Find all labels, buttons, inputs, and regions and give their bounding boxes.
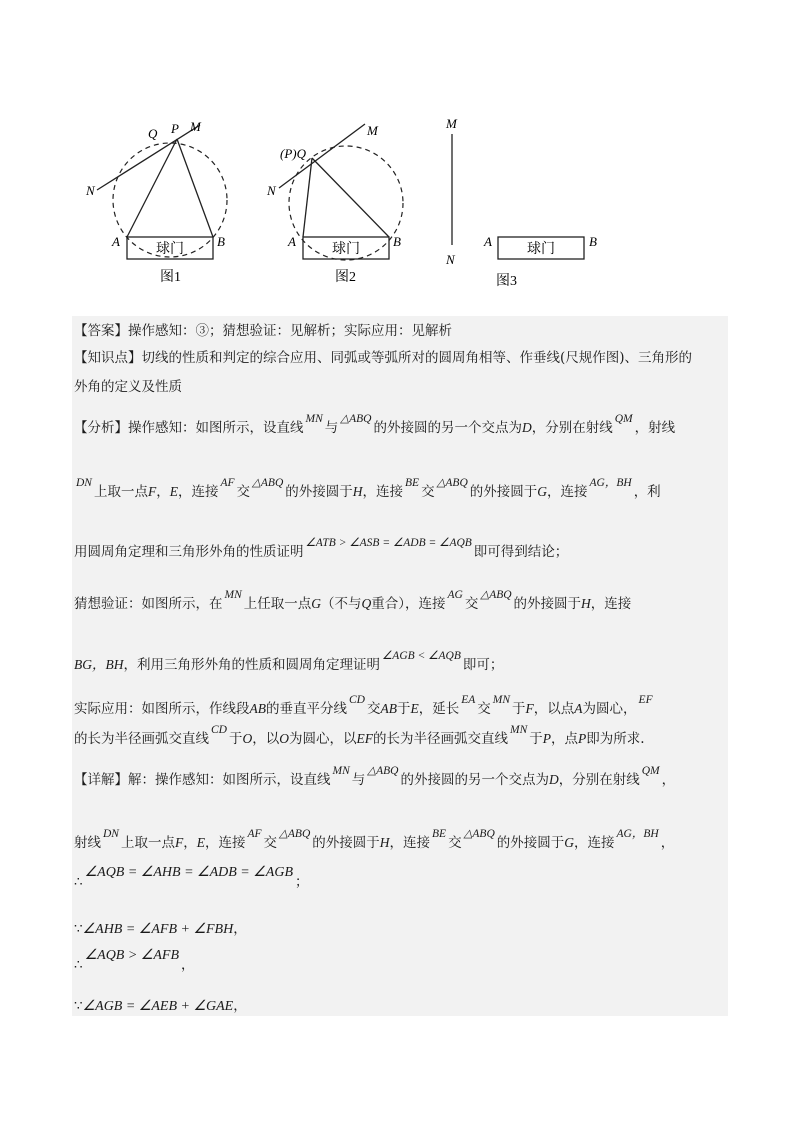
math-term: △ABQ bbox=[279, 828, 311, 840]
analysis-text: ，连接 bbox=[177, 484, 219, 500]
analysis-text: ，以 bbox=[252, 731, 280, 747]
analysis-text: 重合），连接 bbox=[371, 596, 446, 612]
analysis-text: 的长为半径画弧交直线 bbox=[372, 731, 508, 747]
math-term: QM bbox=[641, 765, 660, 777]
detail-text: 的外接圆于 bbox=[496, 835, 565, 851]
fig3-label-a: A bbox=[484, 234, 492, 249]
detail-text: 射线 bbox=[74, 835, 101, 851]
math-var: AB bbox=[249, 701, 266, 716]
fig2-label-pq: (P)Q bbox=[280, 146, 306, 161]
analysis-text: 即可得到结论； bbox=[473, 544, 569, 560]
analysis-line-5 bbox=[74, 650, 504, 676]
analysis-text: ，连接 bbox=[590, 596, 632, 612]
detail-text: 交 bbox=[263, 835, 278, 851]
math-equation: ∠AQB > ∠AFB bbox=[84, 948, 180, 963]
math-term: AG bbox=[447, 589, 463, 601]
fig1-circumcircle bbox=[113, 143, 227, 257]
detail-text: 的外接圆于 bbox=[312, 835, 380, 851]
math-term: AG，BH bbox=[616, 828, 659, 840]
analysis-text: 【分析】操作感知：如图所示，设直线 bbox=[74, 420, 304, 436]
analysis-text: ，连接 bbox=[362, 484, 403, 500]
detail-text: ， bbox=[233, 998, 247, 1014]
detail-text: ，分别在射线 bbox=[558, 772, 640, 788]
analysis-line-7 bbox=[74, 724, 645, 750]
math-term: MN bbox=[305, 413, 323, 425]
math-term: EA bbox=[461, 694, 476, 706]
fig1-label-b: B bbox=[217, 234, 225, 249]
detail-text: 交 bbox=[448, 835, 462, 851]
math-var: D bbox=[521, 420, 532, 435]
math-term: △ABQ bbox=[340, 413, 372, 425]
math-term: MN bbox=[224, 589, 242, 601]
analysis-line-4 bbox=[74, 589, 632, 615]
fig3-label-n: N bbox=[446, 252, 455, 267]
analysis-text: ，连接 bbox=[547, 484, 588, 500]
analysis-line-6 bbox=[74, 694, 655, 720]
figure-1 bbox=[85, 119, 227, 285]
analysis-text: 为圆心， bbox=[582, 701, 637, 717]
analysis-text: ，射线 bbox=[634, 420, 676, 436]
detail-line-4 bbox=[74, 919, 247, 940]
fig1-label-q: Q bbox=[148, 126, 158, 141]
analysis-text: ， bbox=[156, 484, 170, 500]
detail-line-6 bbox=[74, 996, 247, 1017]
math-equation: ∠AGB = ∠AEB + ∠GAE bbox=[82, 999, 234, 1014]
detail-text: ， bbox=[181, 957, 195, 973]
math-term: CD bbox=[211, 724, 227, 736]
figure-2 bbox=[266, 123, 403, 285]
analysis-text: ，利 bbox=[633, 484, 661, 500]
analysis-text: 于 bbox=[512, 701, 526, 717]
detail-text: ； bbox=[295, 874, 309, 890]
detail-text: ，连接 bbox=[204, 835, 246, 851]
math-term: EF bbox=[638, 694, 653, 706]
detail-text: ，连接 bbox=[389, 835, 430, 851]
detail-text: ， bbox=[661, 772, 676, 788]
math-term: △ABQ bbox=[436, 477, 468, 489]
math-var: EF bbox=[356, 731, 373, 746]
detail-text: ， bbox=[233, 921, 247, 937]
analysis-text: ，分别在射线 bbox=[531, 420, 613, 436]
math-var: F bbox=[147, 484, 157, 499]
math-var: H bbox=[581, 596, 591, 611]
analysis-text: 上任取一点 bbox=[243, 596, 312, 612]
analysis-text: 即为所求. bbox=[586, 731, 645, 747]
math-term: MN bbox=[509, 724, 528, 736]
math-var: F bbox=[525, 701, 534, 716]
math-equation: ∠ATB > ∠ASB = ∠ADB = ∠AQB bbox=[305, 537, 472, 549]
analysis-text: 实际应用：如图所示，作线段 bbox=[74, 701, 250, 717]
math-term: QM bbox=[614, 413, 633, 425]
math-var: A bbox=[574, 701, 583, 716]
math-var: P bbox=[577, 731, 587, 746]
fig1-label-p: P bbox=[171, 121, 179, 136]
fig2-line-bq bbox=[312, 158, 389, 237]
fig1-line-ap bbox=[127, 139, 177, 237]
detail-text: 的外接圆的另一个交点为 bbox=[400, 772, 549, 788]
analysis-text: 于 bbox=[396, 701, 411, 717]
fig2-label-m: M bbox=[367, 123, 378, 138]
math-term: BE bbox=[405, 477, 420, 489]
fig2-label-a: A bbox=[288, 234, 296, 249]
analysis-text: ，点 bbox=[550, 731, 578, 747]
answer-line bbox=[74, 321, 452, 341]
analysis-text: 交 bbox=[421, 484, 435, 500]
figure-3 bbox=[445, 116, 597, 289]
math-var: Q bbox=[361, 596, 372, 611]
fig1-label-m: M bbox=[190, 119, 201, 134]
math-equation: ∠AGB < ∠AQB bbox=[382, 650, 461, 662]
analysis-text: 与 bbox=[324, 420, 339, 436]
math-var: E bbox=[196, 835, 205, 850]
math-term: AF bbox=[247, 828, 262, 840]
therefore-symbol: ∴ bbox=[74, 874, 83, 890]
detail-line-2 bbox=[74, 828, 675, 854]
math-var: G bbox=[311, 596, 321, 611]
math-var: AB bbox=[380, 701, 397, 716]
answer-text: 【答案】操作感知：③；猜想验证：见解析；实际应用：见解析 bbox=[74, 323, 452, 339]
geometry-figures bbox=[0, 0, 800, 300]
analysis-text: 的垂直平分线 bbox=[266, 701, 347, 717]
math-equation: ∠AQB = ∠AHB = ∠ADB = ∠AGB bbox=[84, 865, 293, 880]
math-term: △ABQ bbox=[252, 477, 284, 489]
math-term: DN bbox=[76, 477, 92, 489]
fig3-label-m: M bbox=[446, 116, 457, 131]
fig2-goal-label: 球门 bbox=[332, 242, 360, 257]
math-var: O bbox=[242, 731, 253, 746]
analysis-text: （不与 bbox=[321, 596, 362, 612]
fig3-label-b: B bbox=[589, 234, 597, 249]
analysis-text: 的外接圆于 bbox=[469, 484, 538, 500]
detail-text: 上取一点 bbox=[120, 835, 175, 851]
math-term: BG，BH bbox=[74, 657, 124, 672]
analysis-text: 交 bbox=[477, 701, 491, 717]
analysis-text: 交 bbox=[366, 701, 381, 717]
detail-text: 与 bbox=[351, 772, 366, 788]
fig1-line-bp bbox=[177, 139, 213, 237]
math-var: O bbox=[279, 731, 289, 746]
fig2-label-n: N bbox=[267, 183, 276, 198]
math-term: MN bbox=[492, 694, 511, 706]
analysis-line-2 bbox=[74, 477, 661, 503]
math-var: G bbox=[537, 484, 548, 499]
math-var: G bbox=[564, 835, 575, 850]
analysis-text: 于 bbox=[228, 731, 243, 747]
math-var: D bbox=[548, 772, 559, 787]
detail-line-1 bbox=[74, 765, 676, 791]
knowledge-line-2 bbox=[74, 377, 182, 397]
analysis-text: 为圆心，以 bbox=[288, 731, 357, 747]
math-var: E bbox=[169, 484, 178, 499]
math-term: △ABQ bbox=[367, 765, 399, 777]
math-term: MN bbox=[332, 765, 350, 777]
analysis-text: 猜想验证：如图所示，在 bbox=[74, 596, 223, 612]
knowledge-text-2: 外角的定义及性质 bbox=[74, 379, 182, 395]
analysis-text: 的外接圆于 bbox=[285, 484, 353, 500]
analysis-text: ，利用三角形外角的性质和圆周角定理证明 bbox=[123, 657, 380, 673]
knowledge-line-1 bbox=[74, 348, 692, 368]
math-var: H bbox=[379, 835, 390, 850]
fig2-label-b: B bbox=[393, 234, 401, 249]
math-term: BE bbox=[432, 828, 447, 840]
knowledge-text-1: 【知识点】切线的性质和判定的综合应用、同弧或等弧所对的圆周角相等、作垂线(尺规作图)、三角形的 bbox=[74, 350, 693, 366]
therefore-symbol: ∴ bbox=[74, 957, 83, 973]
detail-text: ，连接 bbox=[574, 835, 615, 851]
because-symbol: ∵ bbox=[74, 998, 83, 1014]
detail-line-5 bbox=[74, 948, 195, 976]
math-term: △ABQ bbox=[463, 828, 495, 840]
figures-area bbox=[0, 0, 800, 300]
fig3-caption: 图3 bbox=[496, 274, 517, 289]
math-var: P bbox=[542, 731, 551, 746]
analysis-line-3 bbox=[74, 537, 569, 563]
analysis-text: 的长为半径画弧交直线 bbox=[74, 731, 209, 747]
math-term: CD bbox=[349, 694, 365, 706]
analysis-text: 的外接圆的另一个交点为 bbox=[373, 420, 522, 436]
fig1-goal-label: 球门 bbox=[156, 242, 184, 257]
math-var: E bbox=[410, 701, 419, 716]
analysis-line-1 bbox=[74, 413, 676, 439]
math-term: △ABQ bbox=[480, 589, 512, 601]
math-var: F bbox=[174, 835, 184, 850]
math-term: AG，BH bbox=[589, 477, 632, 489]
detail-line-3 bbox=[74, 865, 309, 893]
math-equation: ∠AHB = ∠AFB + ∠FBH bbox=[82, 922, 234, 937]
detail-text: ， bbox=[183, 835, 197, 851]
math-var: H bbox=[352, 484, 363, 499]
analysis-text: 的外接圆于 bbox=[513, 596, 582, 612]
fig1-label-n: N bbox=[86, 183, 95, 198]
detail-text: ， bbox=[660, 835, 675, 851]
analysis-text: 用圆周角定理和三角形外角的性质证明 bbox=[74, 544, 304, 560]
fig1-label-a: A bbox=[112, 234, 120, 249]
analysis-text: 于 bbox=[529, 731, 543, 747]
analysis-text: 交 bbox=[464, 596, 479, 612]
fig2-caption: 图2 bbox=[335, 270, 356, 285]
analysis-text: 上取一点 bbox=[93, 484, 148, 500]
analysis-text: 交 bbox=[236, 484, 251, 500]
analysis-text: 即可； bbox=[462, 657, 504, 673]
math-term: DN bbox=[103, 828, 119, 840]
detail-text: 【详解】解：操作感知：如图所示，设直线 bbox=[74, 772, 331, 788]
because-symbol: ∵ bbox=[74, 921, 83, 937]
analysis-text: ，延长 bbox=[418, 701, 460, 717]
fig3-goal-label: 球门 bbox=[527, 242, 555, 257]
math-term: AF bbox=[220, 477, 235, 489]
fig1-caption: 图1 bbox=[160, 270, 181, 285]
analysis-text: ，以点 bbox=[533, 701, 575, 717]
